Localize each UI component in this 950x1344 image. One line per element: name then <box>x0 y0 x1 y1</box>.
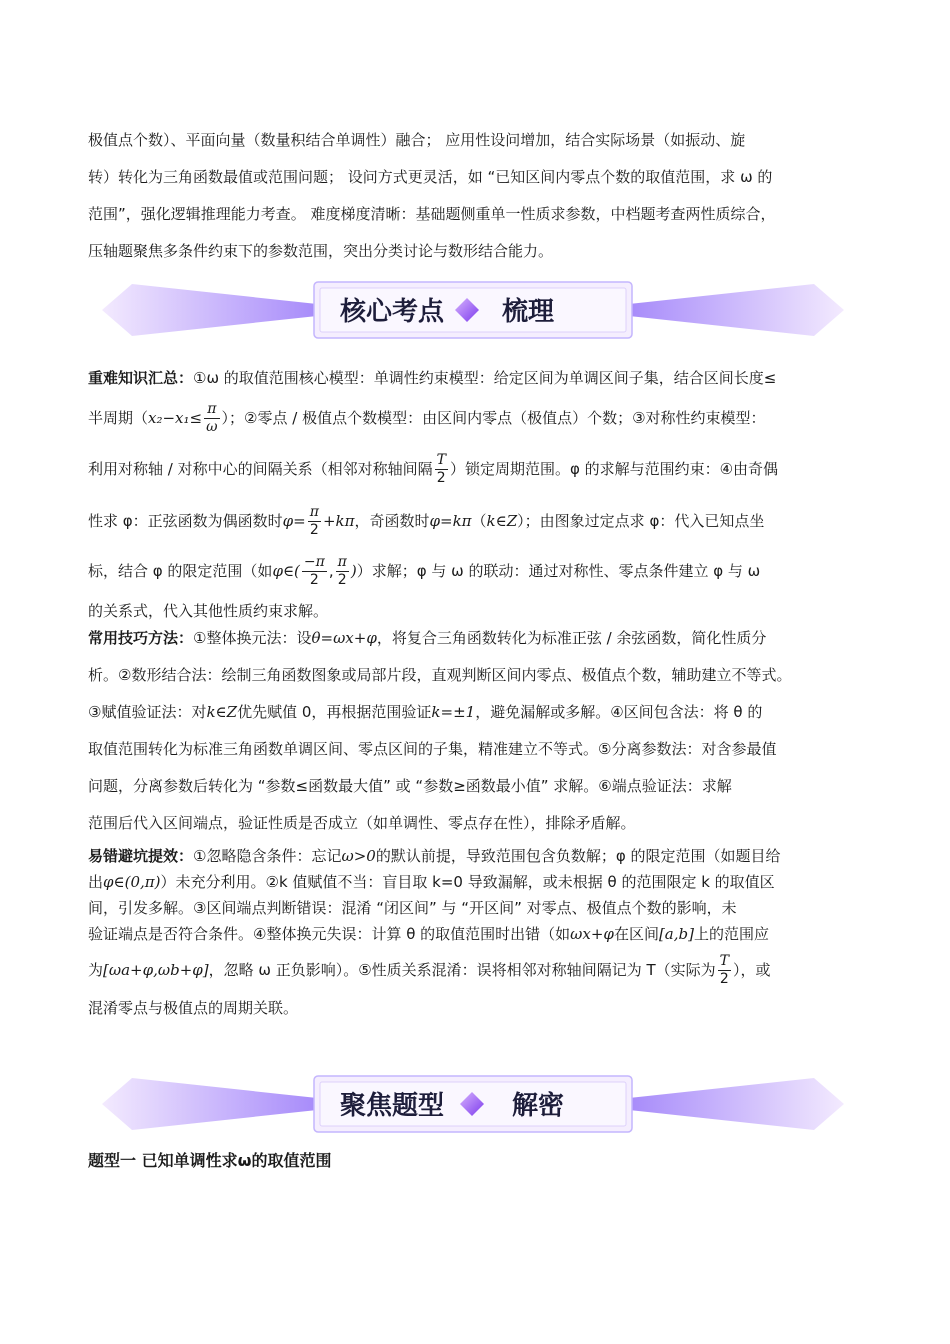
fraction-neg-pi-2: $\frac{-\pi}{2}$ <box>303 554 325 588</box>
section-banner-core-points <box>92 278 854 342</box>
banner-right-text: 梳理 <box>501 297 555 327</box>
section-heading: 题型一 已知单调性求ω的取值范围 <box>88 1151 332 1170</box>
intro-line: 转）转化为三角函数最值或范围问题； 设问方式更灵活，如 “已知区间内零点个数的取值范围，求 ω 的 <box>88 168 773 186</box>
fraction-T-2: $\frac{T}{2}$ <box>719 953 729 987</box>
section-banner-focus-types <box>92 1072 854 1136</box>
pitfalls-label: 易错避坑提效： <box>88 847 194 865</box>
banner-left-text: 核心考点 <box>339 297 445 327</box>
fraction-pi-2: $\frac{\pi}{2}$ <box>337 554 347 588</box>
banner-right-text: 解密 <box>511 1091 565 1121</box>
knowledge-label: 重难知识汇总： <box>88 369 194 387</box>
tips-methods: 常用技巧方法：①整体换元法：设θ=ωx+φ，将复合三角函数转化为标准正弦 / 余弦函数，简化性质分 析。②数形结合法：绘制三角函数图象或局部片段，直观判断区间内零点、极值点个数，辅助建立不等式。 ③赋值验证法：对k∈Z优先赋值 0，再根据范围验证k=±1，避免漏解或多解。④区间包含法：将 θ 的 取值范围转化为标准三角函数单调区间、零点区间的子集，精准建立不等式。⑤分离参数法：对含参最值 问题，分离参数后转化为 “参数≤函数最大值” 或 “参数≥函数最小值” 求解。⑥端点验证法：求解 范围后代入区间端点，验证性质是否成立（如单调性、零点存在性），排除矛盾解。 <box>88 629 792 832</box>
knowledge-summary: 重难知识汇总：①ω 的取值范围核心模型：单调性约束模型：给定区间为单调区间子集，结合区间长度≤ 半周期（x₂−x₁≤ $\frac{\pi}{\omega}$ ）；②零点 / 极值点个数模型：由区间内零点（极值点）个数；③对称性约束模型： 利用对称轴 / 对称中心的间隔关系（相邻对称轴间隔 $\frac{T}{2}$ ）锁定周期范围。φ 的求解与范围约束：④由奇偶 性求 φ：正弦函数为偶函数时φ= $\frac{\pi}{2}$ +kπ，奇函数时φ=kπ（k∈Z）；由图象过定点求 φ：代入已知点坐 标，结合 φ 的限定范围（如φ∈( $\frac{-\pi}{2}$ , $\frac{\pi}{2}$ )）求解；φ 与 ω 的联动：通过对称性、零点条件建立 φ 与 ω 的关系式，代入其他性质约束求解。 <box>88 369 779 620</box>
fraction-pi-omega: $\frac{\pi}{\omega}$ <box>206 401 218 435</box>
banner-right-arrow <box>629 1078 844 1130</box>
fraction-pi-2: $\frac{\pi}{2}$ <box>309 504 319 538</box>
intro-paragraph <box>88 122 863 270</box>
pitfalls: 易错避坑提效：①忽略隐含条件：忘记ω>0的默认前提，导致范围包含负数解；φ 的限定范围（如题目给 出φ∈(0,π)）未充分利用。②k 值赋值不当：盲目取 k=0 导致漏解，或未根据 θ 的范围限定 k 的取值区 间，引发多解。③区间端点判断错误：混淆 “闭区间” 与 “开区间” 对零点、极值点个数的影响，未 验证端点是否符合条件。④整体换元失误：计算 θ 的取值范围时出错（如ωx+φ在区间[a,b]上的范围应 为[ωa+φ,ωb+φ]，忽略 ω 正负影响）。⑤性质关系混淆：误将相邻对称轴间隔记为 T（实际为 $\frac{T}{2}$ ），或 混淆零点与极值点的周期关联。 <box>88 847 781 1017</box>
intro-line: 范围”，强化逻辑推理能力考查。 难度梯度清晰：基础题侧重单一性质求参数，中档题考查两性质综合， <box>88 205 776 223</box>
banner-left-arrow <box>102 1078 317 1130</box>
banner-right-arrow <box>629 284 844 336</box>
intro-line: 压轴题聚焦多条件约束下的参数范围，突出分类讨论与数形结合能力。 <box>88 242 554 260</box>
banner-left-arrow <box>102 284 317 336</box>
tips-label: 常用技巧方法： <box>88 629 194 647</box>
banner-left-text: 聚焦题型 <box>339 1091 445 1121</box>
fraction-T-2: $\frac{T}{2}$ <box>436 452 446 486</box>
intro-line: 极值点个数）、平面向量（数量积结合单调性）融合； 应用性设问增加，结合实际场景（如振动、旋 <box>88 131 746 149</box>
